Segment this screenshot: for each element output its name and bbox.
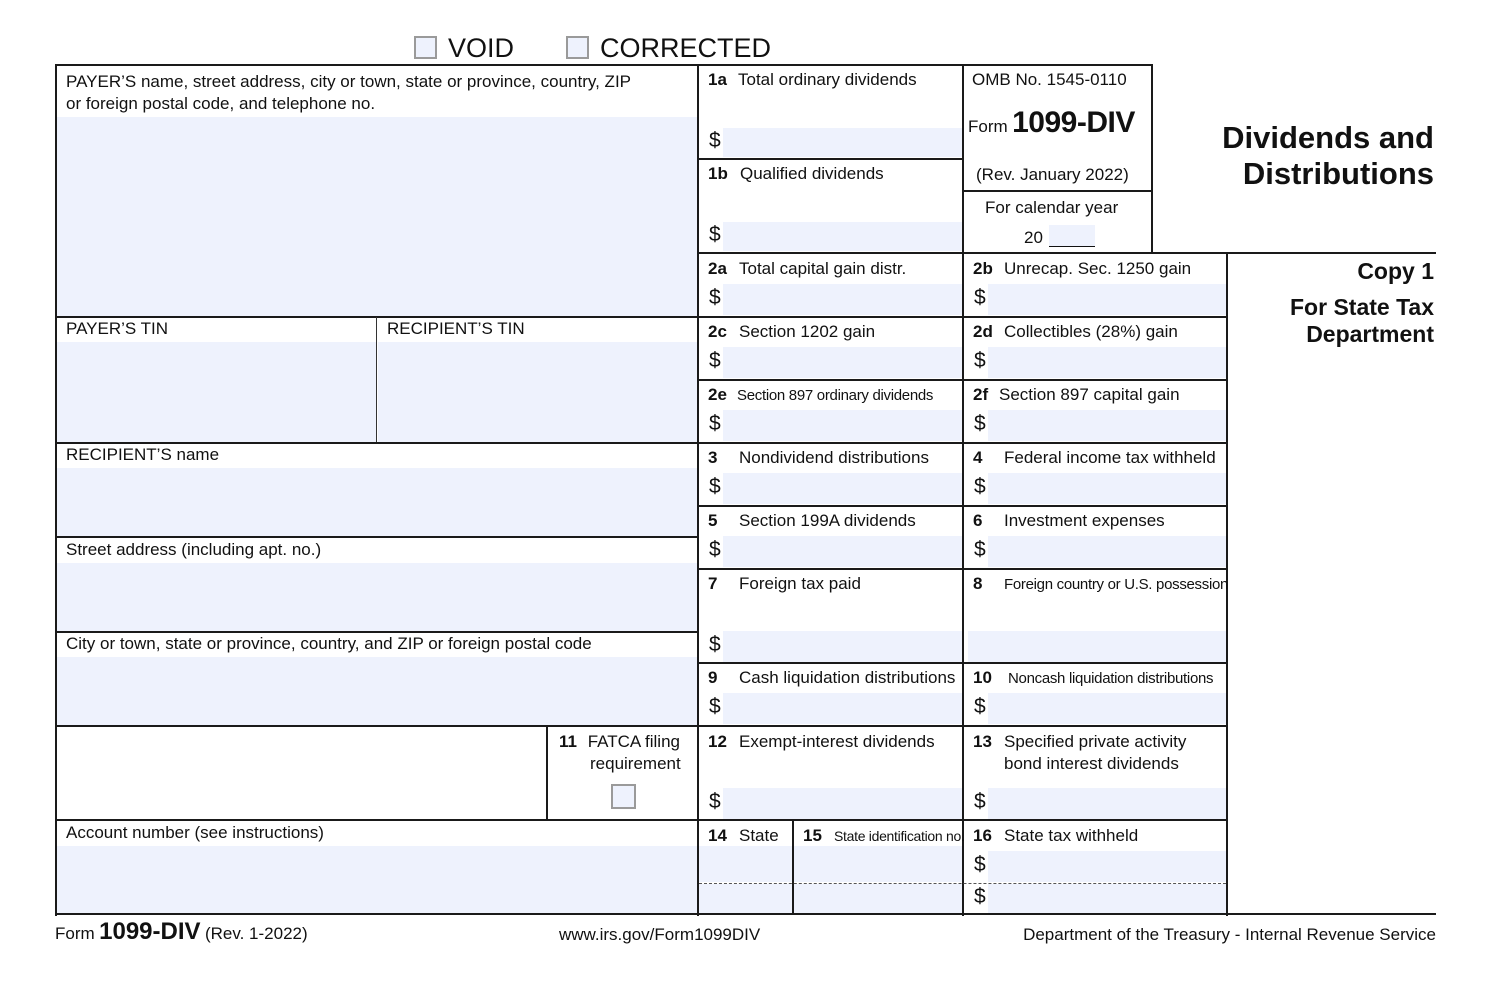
divider — [697, 819, 1228, 821]
divider — [697, 725, 1228, 727]
copy-description — [1290, 294, 1434, 348]
box7-label: Foreign tax paid — [739, 574, 861, 593]
box7-input[interactable] — [723, 631, 962, 662]
divider — [697, 158, 963, 160]
fatca-checkbox[interactable] — [611, 784, 636, 809]
frame-top-line — [55, 64, 1153, 66]
state-row-separator — [699, 883, 1226, 884]
payer-name-label: PAYER’S name, street address, city or town, state or province, country, ZIP — [66, 72, 632, 91]
box2c-number: 2c — [708, 322, 727, 341]
recipient-name-label: RECIPIENT’S name — [66, 445, 220, 464]
box7-number: 7 — [708, 574, 718, 593]
footer-form-word: Form — [55, 924, 95, 943]
box2b-input[interactable] — [988, 284, 1226, 315]
divider — [697, 379, 1228, 381]
box2e — [708, 384, 933, 407]
box2a-dollar: $ — [709, 286, 721, 309]
omb-number: OMB No. 1545-0110 — [972, 70, 1127, 89]
payer-name-label-line2: or foreign postal code, and telephone no. — [66, 94, 376, 113]
box2f-number: 2f — [973, 385, 989, 404]
recipient-tin-label: RECIPIENT’S TIN — [387, 319, 525, 338]
box1b — [708, 163, 884, 185]
city-field[interactable] — [57, 657, 697, 725]
box1a-label: Total ordinary dividends — [738, 70, 917, 89]
divider — [697, 316, 1228, 318]
box12 — [708, 731, 935, 753]
divider — [697, 568, 1228, 570]
box3-input[interactable] — [723, 473, 962, 504]
box2a-label: Total capital gain distr. — [739, 259, 907, 278]
box2c-input[interactable] — [723, 347, 962, 378]
box6-dollar: $ — [974, 538, 986, 561]
calendar-year-label: For calendar year — [985, 198, 1119, 217]
frame-bottom-line — [55, 913, 1436, 915]
box10-input[interactable] — [988, 693, 1226, 724]
box14-input-1[interactable] — [699, 846, 792, 882]
box6-label: Investment expenses — [1004, 511, 1165, 530]
box6 — [973, 510, 1165, 532]
divider — [962, 190, 1153, 192]
box3-dollar: $ — [709, 475, 721, 498]
copy-label: Copy 1 — [1357, 258, 1434, 284]
footer-form-number: 1099-DIV — [99, 918, 201, 945]
box15-input-2[interactable] — [794, 884, 962, 913]
box2b-label: Unrecap. Sec. 1250 gain — [1004, 259, 1192, 278]
box14 — [708, 825, 779, 847]
form-number: 1099-DIV — [1012, 106, 1135, 139]
box10-number: 10 — [973, 668, 992, 687]
box16-dollar-1: $ — [974, 853, 986, 876]
box1b-dollar: $ — [709, 223, 721, 246]
box16-label: State tax withheld — [1004, 826, 1139, 845]
form-title — [1222, 120, 1434, 192]
box6-input[interactable] — [988, 536, 1226, 567]
box7-dollar: $ — [709, 633, 721, 656]
divider — [55, 725, 698, 727]
street-address-field[interactable] — [57, 563, 697, 631]
box15-label: State identification no. — [834, 828, 965, 844]
box7 — [708, 573, 861, 595]
box13-label-line2: bond interest dividends — [1004, 754, 1179, 773]
box13-number: 13 — [973, 732, 992, 751]
box16-number: 16 — [973, 826, 992, 845]
payer-tin-label: PAYER’S TIN — [66, 319, 169, 338]
box9-number: 9 — [708, 668, 718, 687]
divider — [376, 317, 377, 443]
box2a-number: 2a — [708, 259, 727, 278]
box11-number: 11 — [559, 732, 577, 751]
box1b-input[interactable] — [723, 222, 962, 251]
box13-dollar: $ — [974, 790, 986, 813]
box2c-label: Section 1202 gain — [739, 322, 876, 341]
form-title-line1: Dividends and — [1222, 120, 1434, 155]
account-number-label: Account number (see instructions) — [66, 823, 324, 842]
box8 — [973, 573, 1228, 596]
box4-number: 4 — [973, 448, 983, 467]
divider — [55, 819, 698, 821]
box10 — [973, 667, 1213, 690]
box4-label: Federal income tax withheld — [1004, 448, 1216, 467]
box2e-label: Section 897 ordinary dividends — [737, 387, 934, 404]
footer-revision: (Rev. 1-2022) — [204, 924, 308, 943]
box9-dollar: $ — [709, 695, 721, 718]
box6-number: 6 — [973, 511, 983, 530]
box14-input-2[interactable] — [699, 884, 792, 913]
recipient-name-field[interactable] — [57, 468, 697, 536]
form-word: Form — [968, 117, 1008, 136]
divider — [697, 662, 1228, 664]
box15-input-1[interactable] — [794, 846, 962, 882]
divider — [697, 505, 1228, 507]
box14-number: 14 — [708, 826, 727, 845]
box9-input[interactable] — [723, 693, 962, 724]
box3-number: 3 — [708, 448, 718, 467]
box1a — [708, 69, 917, 91]
box1a-number: 1a — [708, 70, 727, 89]
box5-dollar: $ — [709, 538, 721, 561]
box2a-input[interactable] — [723, 284, 962, 315]
copy-description-line1: For State Tax — [1290, 294, 1434, 320]
box2e-dollar: $ — [709, 412, 721, 435]
box2b-number: 2b — [973, 259, 993, 278]
divider — [546, 726, 548, 821]
frame-mid-right-line — [962, 252, 1436, 254]
box8-label: Foreign country or U.S. possession — [1004, 576, 1229, 593]
divider — [697, 252, 963, 254]
box2d-input[interactable] — [988, 347, 1226, 378]
footer-form-id — [55, 918, 308, 946]
box9-label: Cash liquidation distributions — [739, 668, 956, 687]
box2e-input[interactable] — [723, 410, 962, 441]
divider — [55, 536, 698, 538]
calendar-year-prefix: 20 — [1024, 228, 1043, 247]
box10-dollar: $ — [974, 695, 986, 718]
street-address-label: Street address (including apt. no.) — [66, 540, 322, 559]
box16-input-2[interactable] — [988, 884, 1226, 913]
box2f-input[interactable] — [988, 410, 1226, 441]
copy-description-line2: Department — [1306, 321, 1434, 347]
box12-label: Exempt-interest dividends — [739, 732, 935, 751]
divider — [697, 442, 1228, 444]
box10-label: Noncash liquidation distributions — [1008, 670, 1214, 687]
footer-agency: Department of the Treasury - Internal Revenue Service — [1023, 925, 1436, 944]
recipient-tin-field[interactable] — [378, 342, 697, 442]
footer-url[interactable]: www.irs.gov/Form1099DIV — [559, 925, 761, 944]
box1a-dollar: $ — [709, 129, 721, 152]
box11-label-line1: FATCA filing — [587, 732, 680, 751]
box16 — [973, 825, 1138, 847]
void-checkbox[interactable] — [414, 36, 437, 59]
box13-input[interactable] — [988, 788, 1226, 819]
form-title-line2: Distributions — [1242, 156, 1434, 191]
box5-input[interactable] — [723, 536, 962, 567]
account-number-field[interactable] — [57, 846, 697, 913]
box14-label: State — [739, 826, 779, 845]
box4 — [973, 447, 1216, 469]
box11-label — [559, 731, 680, 753]
box12-input[interactable] — [723, 788, 962, 819]
box8-input[interactable] — [968, 631, 1226, 662]
box12-dollar: $ — [709, 790, 721, 813]
box5 — [708, 510, 916, 532]
void-label: VOID — [448, 33, 515, 63]
box2a — [708, 258, 906, 280]
corrected-checkbox[interactable] — [566, 36, 589, 59]
frame-right-line-upper — [1151, 64, 1153, 254]
box16-dollar-2: $ — [974, 885, 986, 908]
box8-number: 8 — [973, 574, 983, 593]
box2f — [973, 384, 1180, 406]
box2d-label: Collectibles (28%) gain — [1004, 322, 1178, 341]
box2d — [973, 321, 1178, 343]
box13-label-line1: Specified private activity — [1004, 732, 1187, 751]
box3 — [708, 447, 929, 469]
box4-input[interactable] — [988, 473, 1226, 504]
calendar-year-input[interactable] — [1049, 225, 1095, 247]
payer-tin-field[interactable] — [57, 342, 376, 442]
box2b-dollar: $ — [974, 286, 986, 309]
form-title-block — [968, 106, 1135, 140]
form-revision: (Rev. January 2022) — [976, 165, 1129, 184]
box9 — [708, 667, 955, 689]
box1a-input[interactable] — [723, 128, 962, 157]
box2d-number: 2d — [973, 322, 993, 341]
box2b — [973, 258, 1191, 280]
payer-name-field[interactable] — [57, 117, 697, 316]
box5-label: Section 199A dividends — [739, 511, 916, 530]
box15-number: 15 — [803, 826, 822, 845]
box13 — [973, 731, 1186, 753]
box2f-dollar: $ — [974, 412, 986, 435]
box4-dollar: $ — [974, 475, 986, 498]
box3-label: Nondividend distributions — [739, 448, 929, 467]
box16-input-1[interactable] — [988, 851, 1226, 882]
box12-number: 12 — [708, 732, 727, 751]
box11-label-line2: requirement — [590, 754, 681, 773]
city-label: City or town, state or province, country, and ZIP or foreign postal code — [66, 634, 592, 653]
box1b-label: Qualified dividends — [740, 164, 884, 183]
box2c-dollar: $ — [709, 349, 721, 372]
box2d-dollar: $ — [974, 349, 986, 372]
box2c — [708, 321, 875, 343]
box1b-number: 1b — [708, 164, 728, 183]
box2e-number: 2e — [708, 385, 727, 404]
box15 — [803, 825, 965, 847]
corrected-label: CORRECTED — [600, 33, 772, 63]
box5-number: 5 — [708, 511, 718, 530]
box2f-label: Section 897 capital gain — [999, 385, 1180, 404]
divider — [697, 64, 699, 916]
